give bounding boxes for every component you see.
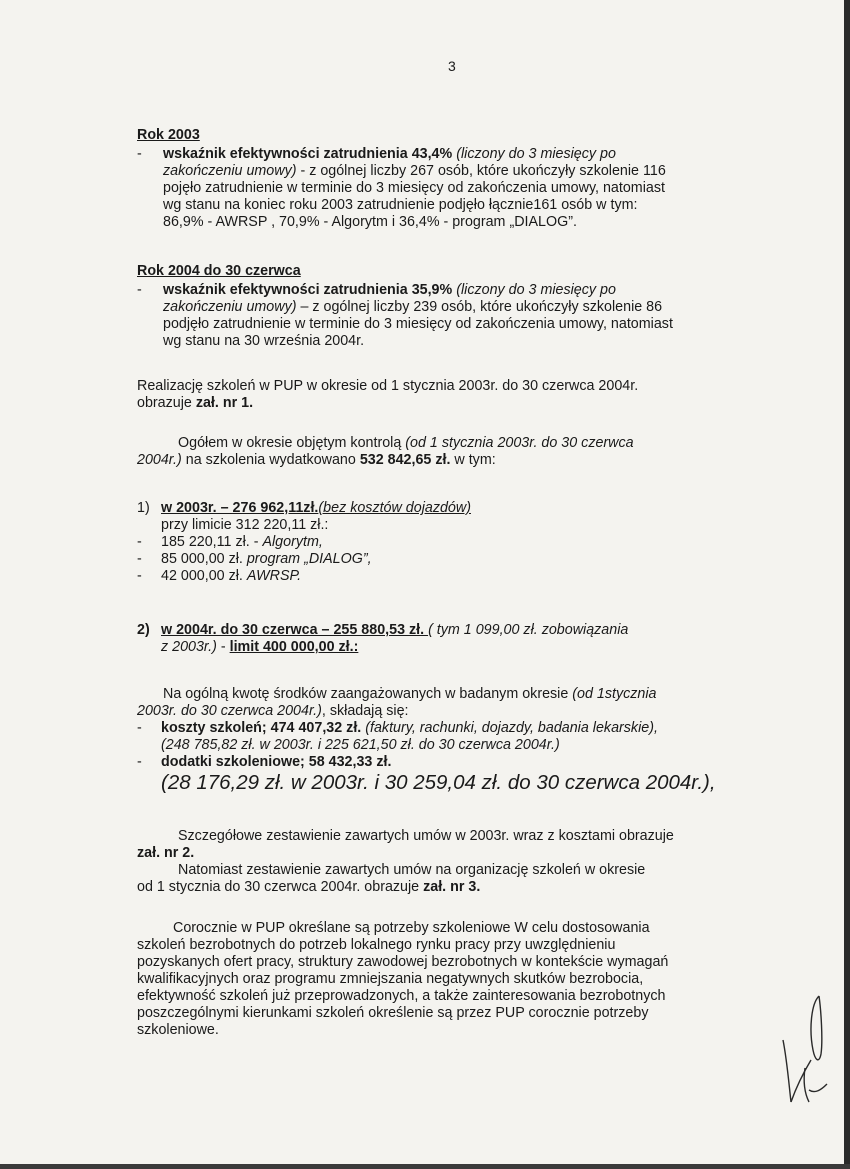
paragraph-srodki: Na ogólną kwotę środków zaangażowanych w badanym okresie (od 1stycznia 2003r. do 30 czerwca 2004r.), składają się: - koszty szkoleń; 474 407,32 zł. (faktury, rachunki, dojazdy, badania lekarskie), (248 785,82 zł. w 2003r. i 225 621,50 zł. do 30 czerwca 2004r.) - dodatki szkoleniowe; 58 432,33 zł. (28 176,29 zł. w 2003r. i 30 259,04 zł. do 30 czerwca 2004r.), bbox=[137, 686, 787, 795]
indicator-2004-line2: zakończeniu umowy) – z ogólnej liczby 239 osób, które ukończyły szkolenie 86 bbox=[163, 299, 663, 315]
list-item-2003: 1) w 2003r. – 276 962,11zł.(bez kosztów dojazdów) przy limicie 312 220,11 zł.: - 185 220,11 zł. - Algorytm, - 85 000,00 zł. program „DIALOG”, - 42 000,00 zł. AWRSP. bbox=[137, 500, 787, 585]
section-2003 bbox=[137, 127, 787, 231]
heading-2004: Rok 2004 do 30 czerwca bbox=[137, 263, 301, 279]
paragraph-ogolem: Ogółem w okresie objętym kontrolą (od 1 stycznia 2003r. do 30 czerwca 2004r.) na szkolenia wydatkowano 532 842,65 zł. w tym: bbox=[137, 435, 634, 468]
attachment-ref-3: zał. nr 3. bbox=[423, 879, 481, 895]
attachment-ref-2: zał. nr 2. bbox=[137, 845, 195, 861]
list-item-2004: 2) w 2004r. do 30 czerwca – 255 880,53 zł. ( tym 1 099,00 zł. zobowiązania z 2003r.) - limit 400 000,00 zł.: bbox=[137, 622, 629, 655]
scan-edge-bottom bbox=[0, 1164, 850, 1169]
indicator-2004-line4: wg stanu na 30 września 2004r. bbox=[163, 333, 365, 349]
limit-2004: limit 400 000,00 zł.: bbox=[229, 639, 359, 655]
indicator-2003-line5: 86,9% - AWRSP , 70,9% - Algorytm i 36,4% - program „DIALOG”. bbox=[163, 214, 577, 230]
total-amount: 532 842,65 zł. bbox=[359, 452, 451, 468]
scan-edge-right bbox=[844, 0, 850, 1169]
indicator-2003-line2: zakończeniu umowy) - z ogólnej liczby 267 osób, które ukończyły szkolenie 116 bbox=[163, 163, 666, 179]
indicator-2003-line1: - wskaźnik efektywności zatrudnienia 43,4% (liczony do 3 miesięcy po bbox=[137, 146, 616, 162]
paragraph-corocznie: Corocznie w PUP określane są potrzeby szkoleniowe W celu dostosowania szkoleń bezrobotnych do potrzeb lokalnego rynku pracy przy uwzględnieniu pozyskanych ofert pracy, struktury zawodowej bezrobotnych w kontekście wymagań kwalifikacyjnych oraz programu zmniejszania negatywnych skutków bezrobocia, efektywność szkoleń już przeprowadzonych, a także zainteresowania bezrobotnych poszczególnymi kierunkami szkoleń określenie są przez PUP corocznie potrzeby szkoleniowe. bbox=[137, 920, 669, 1038]
sub-item-dialog: - 85 000,00 zł. program „DIALOG”, bbox=[137, 551, 372, 567]
sub-item-awrsp: - 42 000,00 zł. AWRSP. bbox=[137, 568, 302, 584]
dodatki-breakdown: (28 176,29 zł. w 2003r. i 30 259,04 zł. do 30 czerwca 2004r.), bbox=[161, 771, 716, 794]
amount-2004: w 2004r. do 30 czerwca – 255 880,53 zł. bbox=[161, 622, 429, 638]
cost-item-koszty: - koszty szkoleń; 474 407,32 zł. (faktury, rachunki, dojazdy, badania lekarskie), bbox=[137, 720, 658, 736]
indicator-2003-label: wskaźnik efektywności zatrudnienia 43,4% bbox=[163, 146, 453, 162]
handwritten-initials-signature bbox=[775, 990, 835, 1110]
indicator-2004-label: wskaźnik efektywności zatrudnienia 35,9% bbox=[163, 282, 453, 298]
section-2004 bbox=[137, 263, 787, 350]
amount-2003: w 2003r. – 276 962,11zł. bbox=[161, 500, 319, 516]
attachment-ref-1: zał. nr 1. bbox=[195, 395, 254, 411]
cost-item-dodatki: - dodatki szkoleniowe; 58 432,33 zł. bbox=[137, 754, 392, 770]
indicator-2004-line1: - wskaźnik efektywności zatrudnienia 35,9% (liczony do 3 miesięcy po bbox=[137, 282, 616, 298]
heading-2003: Rok 2003 bbox=[137, 127, 200, 143]
indicator-2004-line3: podjęło zatrudnienie w terminie do 3 miesięcy od zakończenia umowy, natomiast bbox=[163, 316, 673, 332]
indicator-2003-line3: pojęło zatrudnienie w terminie do 3 miesięcy od zakończenia umowy, natomiast bbox=[163, 180, 665, 196]
paragraph-szczegolowe: Szczegółowe zestawienie zawartych umów w 2003r. wraz z kosztami obrazuje zał. nr 2. Natomiast zestawienie zawartych umów na organizację szkoleń w okresie od 1 stycznia do 30 czerwca 2004r. obrazuje zał. nr 3. bbox=[137, 828, 787, 896]
page-number: 3 bbox=[448, 58, 456, 74]
sub-item-algorytm: - 185 220,11 zł. - Algorytm, bbox=[137, 534, 323, 550]
paragraph-realizacja: Realizację szkoleń w PUP w okresie od 1 stycznia 2003r. do 30 czerwca 2004r. obrazuje zał. nr 1. bbox=[137, 378, 639, 411]
indicator-2003-line4: wg stanu na koniec roku 2003 zatrudnienie podjęło łącznie161 osób w tym: bbox=[163, 197, 638, 213]
